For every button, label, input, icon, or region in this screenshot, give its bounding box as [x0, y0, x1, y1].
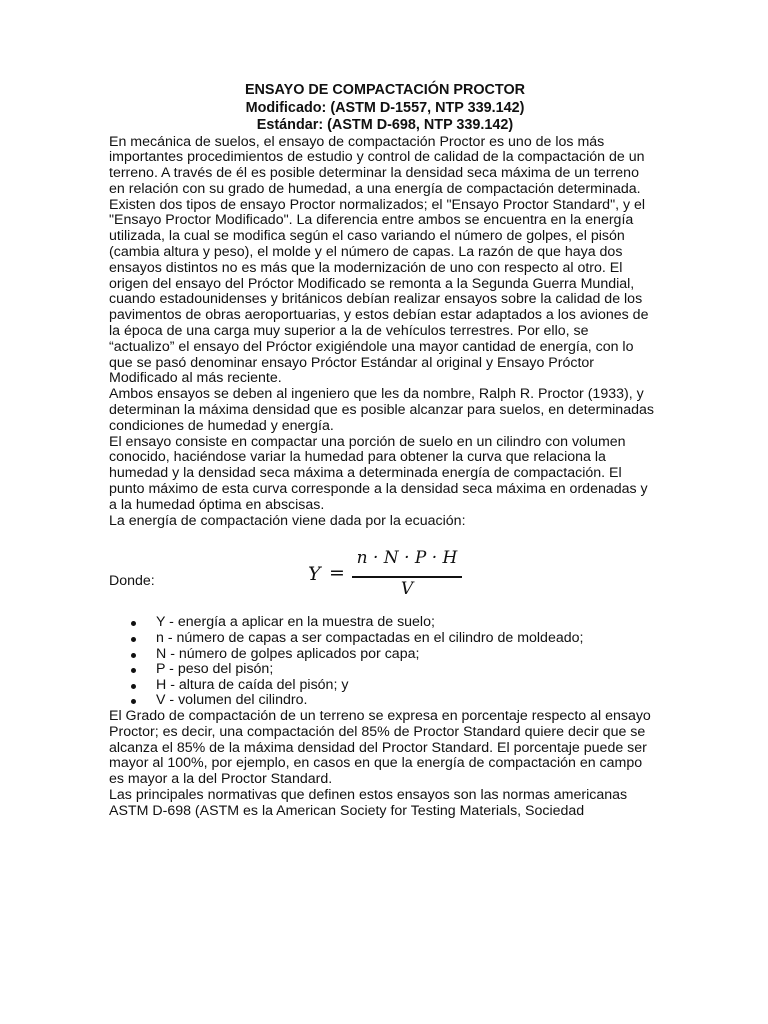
formula-fraction-bar: [352, 576, 462, 577]
variable-text: H - altura de caída del pisón; y: [156, 676, 349, 693]
paragraph-ralph-proctor: Ambos ensayos se deben al ingeniero que les da nombre, Ralph R. Proctor (1933), y determinan la máxima densidad que es posible alcanzar para suelos, en determinadas condiciones de humedad y energía.: [109, 386, 654, 434]
list-item: [109, 693, 661, 709]
variable-text: V - volumen del cilindro.: [156, 692, 308, 709]
paragraph-normativas: Las principales normativas que definen estos ensayos son las normas americanas ASTM D-698 (ASTM es la American Society for Testing Materials, Sociedad: [109, 786, 628, 819]
formula-numerator: n · N · P · H: [356, 548, 458, 569]
list-item: [109, 678, 661, 694]
paragraph-tipos-ensayo: Existen dos tipos de ensayo Proctor normalizados; el "Ensayo Proctor Standard", y el "Ensayo Proctor Modificado". La diferencia entre ambos se encuentra en la energía utilizada, la cual se modifica según el caso variando el número de golpes, el pisón (cambia altura y peso), el molde y el número de capas. La razón de que haya dos ensayos distintos no es más que la modernización de uno con respecto al otro. El origen del ensayo del Próctor Modificado se remonta a la Segunda Guerra Mundial, cuando estadounidenses y británicos debían realizar ensayos sobre la calidad de los pavimentos de obras aeroportuarias, y estos debían estar adaptados a los aviones de la época de una carga muy superior a la de vehículos terrestres. Por ello, se “actualizo” el ensayo del Próctor exigiéndole una mayor cantidad de energía, con lo que se pasó denominar ensayo Próctor Estándar al original y Ensayo Próctor Modificado al más reciente.: [109, 196, 649, 387]
document-title: [109, 82, 661, 135]
formula-lhs: Y: [308, 563, 321, 586]
list-item: [109, 662, 661, 678]
title-line-main: ENSAYO DE COMPACTACIÓN PROCTOR: [244, 82, 526, 98]
paragraph-procedimiento: El ensayo consiste en compactar una porción de suelo en un cilindro con volumen conocido, haciéndose variar la humedad para obtener la curva que relaciona la humedad y la densidad seca máxima a determinada energía de compactación. El punto máximo de esta curva corresponde a la densidad seca máxima en ordenadas y a la humedad óptima en abscisas.: [109, 433, 648, 513]
variable-text: Y - energía a aplicar en la muestra de suelo;: [156, 614, 435, 631]
bullet-icon: [131, 699, 136, 704]
list-item: [109, 615, 661, 631]
title-line-estandar: Estándar: (ASTM D-698, NTP 339.142): [256, 117, 514, 133]
document-page: [109, 82, 661, 820]
paragraph-energia-intro: La energía de compactación viene dada por la ecuación:: [109, 512, 466, 529]
list-item: [109, 631, 661, 647]
bullet-icon: [131, 621, 136, 626]
variable-text: P - peso del pisón;: [156, 661, 274, 678]
bullet-icon: [131, 684, 136, 689]
bullet-icon: [131, 637, 136, 642]
paragraph-intro: En mecánica de suelos, el ensayo de compactación Proctor es uno de los más importantes procedimientos de estudio y control de calidad de la compactación de un terreno. A través de él es posible determinar la densidad seca máxima de un terreno en relación con su grado de humedad, a una energía de compactación determinada.: [109, 133, 645, 197]
list-item: [109, 647, 661, 663]
formula-equals: =: [329, 562, 345, 585]
paragraph-grado-compactacion: El Grado de compactación de un terreno se expresa en porcentaje respecto al ensayo Proctor; es decir, una compactación del 85% de Proctor Standard quiere decir que se alcanza el 85% de la máxima densidad del Proctor Standard. El porcentaje puede ser mayor al 100%, por ejemplo, en casos en que la energía de compactación en campo es mayor a la del Proctor Standard.: [109, 707, 651, 788]
variable-text: N - número de golpes aplicados por capa;: [156, 645, 420, 662]
formula-row: [109, 543, 661, 599]
variables-list: [109, 615, 661, 709]
title-line-modificado: Modificado: (ASTM D-1557, NTP 339.142): [245, 99, 525, 116]
formula-denominator: V: [400, 579, 414, 600]
variable-text: n - número de capas a ser compactadas en el cilindro de moldeado;: [156, 630, 584, 647]
energy-formula: [305, 543, 465, 599]
bullet-icon: [131, 668, 136, 673]
donde-label: Donde:: [109, 573, 155, 590]
bullet-icon: [131, 653, 136, 658]
